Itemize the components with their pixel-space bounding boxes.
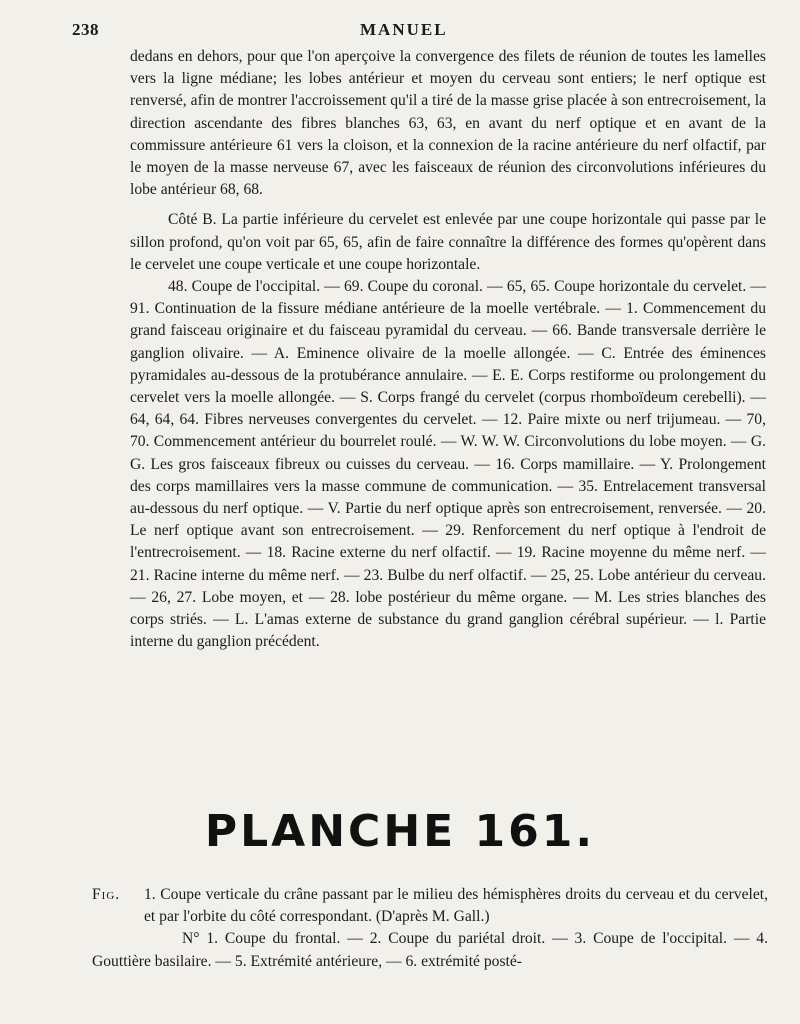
- figure-legend: N° 1. Coupe du frontal. — 2. Coupe du pariétal droit. — 3. Coupe de l'occipital. — 4. Gouttière basilaire. — 5. Extrémité antérieure, — 6. extrémité posté-: [92, 930, 768, 970]
- plate-title: PLANCHE 161.: [204, 806, 596, 857]
- running-head: MANUEL: [360, 20, 448, 39]
- figure-description: [92, 884, 768, 973]
- body-text: [130, 46, 766, 653]
- paragraph-cote-b: Côté B. La partie inférieure du cervelet est enlevée par une coupe horizontale qui passe par le sillon profond, qu'on voit par 65, 65, afin de faire connaître la différence des formes qu'opèrent dans le cervelet une coupe verticale et une coupe horizontale.: [130, 211, 766, 273]
- page-number: 238: [72, 20, 99, 39]
- figure-caption: 1. Coupe verticale du crâne passant par le milieu des hémisphères droits du cerveau et du cervelet, et par l'orbite du côté correspondant. (D'après M. Gall.): [144, 886, 768, 926]
- paragraph-continuation: dedans en dehors, pour que l'on aperçoive la convergence des filets de réunion de toutes les lamelles vers la ligne médiane; les lobes antérieur et moyen du cerveau sont entiers; le nerf optique est renversé, afin de montrer l'accroissement qu'il a tiré de la masse grise placée à son entrecroisement, la direction ascendante des fibres blanches 63, 63, en avant du nerf optique et en avant de la commissure antérieure 61 vers la cloison, et la connexion de la racine antérieure du nerf olfactif, par le moyen de la masse nerveuse 67, avec les faisceaux de réunion des circonvolutions inférieures du lobe antérieur 68, 68.: [130, 48, 766, 199]
- paragraph-legend: 48. Coupe de l'occipital. — 69. Coupe du coronal. — 65, 65. Coupe horizontale du cervelet. — 91. Continuation de la fissure médiane antérieure de la moelle vertébrale. — 1. Commencement du grand faisceau originaire et du faisceau pyramidal du cerveau. — 66. Bande transversale derrière le ganglion olivaire. — A. Eminence olivaire de la moelle allongée. — C. Entrée des éminences pyramidales au-dessous de la protubérance annulaire. — E. E. Corps restiforme ou prolongement du cervelet vers la moelle allongée. — S. Corps frangé du cervelet (corpus rhomboïdeum cerebelli). — 64, 64, 64. Fibres nerveuses convergentes du cervelet. — 12. Paire mixte ou nerf trijumeau. — 70, 70. Commencement antérieur du bourrelet roulé. — W. W. W. Circonvolutions du lobe moyen. — G. G. Les gros faisceaux fibreux ou cuisses du cerveau. — 16. Corps mamillaire. — Y. Prolongement des corps mamillaires vers la masse commune de communication. — 35. Entrelacement transversal au-dessous du nerf optique. — V. Partie du nerf optique après son entrecroisement, renversée. — 20. Le nerf optique avant son entrecroisement. — 29. Renforcement du nerf optique à l'endroit de l'entrecroisement. — 18. Racine externe du nerf olfactif. — 19. Racine moyenne du même nerf. — 21. Racine interne du même nerf. — 23. Bulbe du nerf olfactif. — 25, 25. Lobe antérieur du cerveau. — 26, 27. Lobe moyen, et — 28. lobe postérieur du même organe. — M. Les stries blanches des corps striés. — L. L'amas externe de substance du grand ganglion cérébral supérieur. — l. Partie interne du ganglion précédent.: [130, 278, 766, 651]
- figure-label: Fig.: [92, 886, 121, 903]
